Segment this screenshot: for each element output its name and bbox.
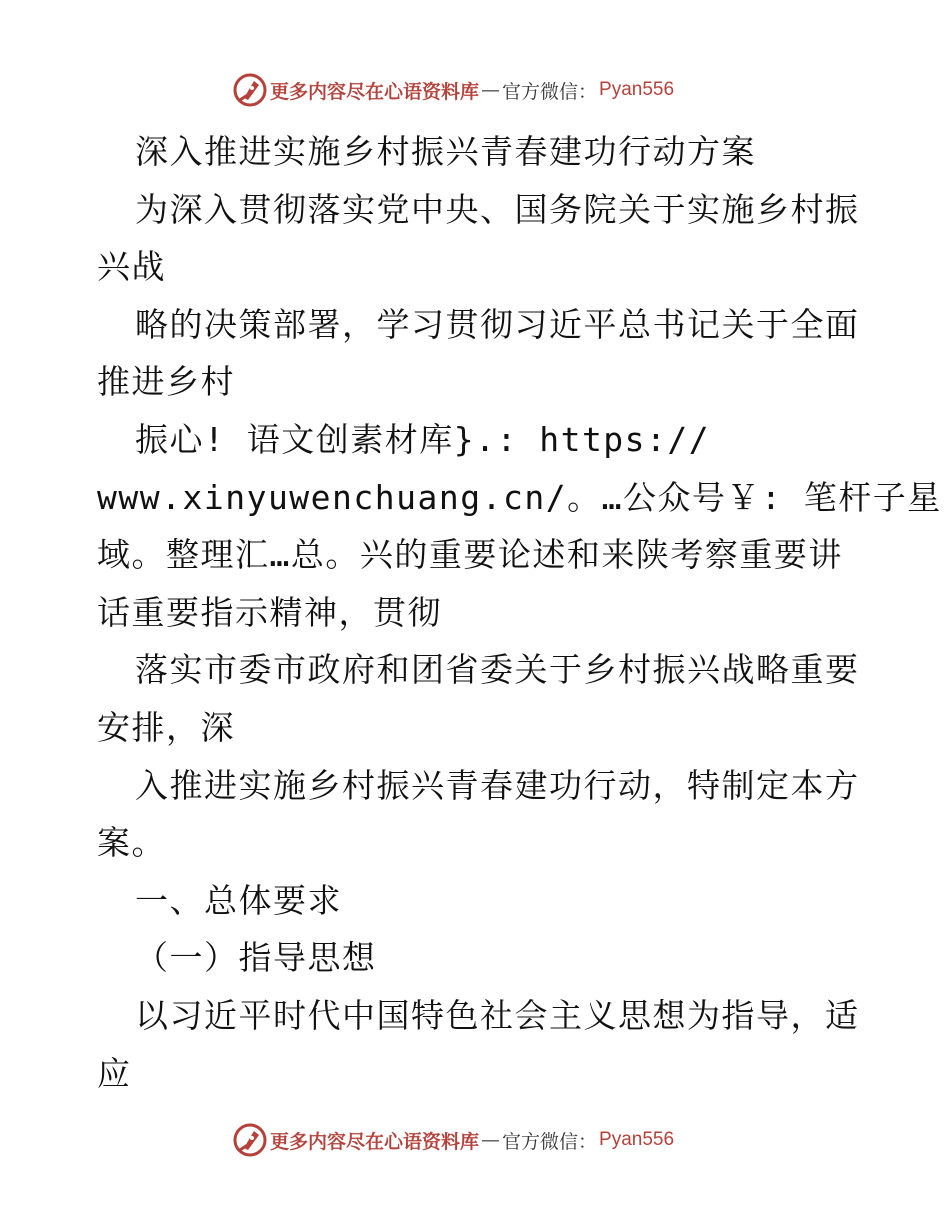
text-line: 兴战 [97,247,166,287]
header-banner[interactable] [232,70,674,110]
text-line: 振心! 语文创素材库}.: https:// [135,419,711,459]
text-line: 入推进实施乡村振兴青春建功行动，特制定本方 [135,765,860,805]
text-line: 推进乡村 [97,362,235,402]
text-line: 落实市委市政府和团省委关于乡村振兴战略重要 [135,650,860,690]
text-line: 域。整理汇…总。兴的重要论述和来陕考察重要讲 [97,535,843,575]
wechat-id: Pyan556 [599,79,675,100]
document-title: 深入推进实施乡村振兴青春建功行动方案 [135,132,756,171]
section-heading: 一、总体要求 [135,880,342,920]
wechat-label: 官方微信： [502,80,598,103]
text-line: 略的决策部署，学习贯彻习近平总书记关于全面 [135,304,860,344]
site-name: 更多内容尽在心语资料库 [270,80,480,103]
wechat-label: 官方微信： [502,1130,598,1153]
document-body [97,123,942,1102]
text-line: www.xinyuwenchuang.cn/。…公众号￥: 笔杆子星 [97,477,942,517]
footer-banner[interactable] [232,1120,674,1160]
wechat-id: Pyan556 [599,1129,675,1150]
text-line: 应 [97,1053,132,1093]
site-name: 更多内容尽在心语资料库 [270,1130,480,1153]
text-line: 话重要指示精神，贯彻 [97,592,442,632]
subsection-heading: （一）指导思想 [135,938,377,978]
pen-nib-logo-icon [232,1122,268,1158]
text-line: 以习近平时代中国特色社会主义思想为指导，适 [135,995,860,1035]
text-line: 安排，深 [97,707,235,747]
text-line: 案。 [97,823,166,863]
text-line: 为深入贯彻落实党中央、国务院关于实施乡村振 [135,189,860,229]
pen-nib-logo-icon [232,72,268,108]
banner-separator: — [481,1129,501,1151]
banner-separator: — [481,79,501,101]
